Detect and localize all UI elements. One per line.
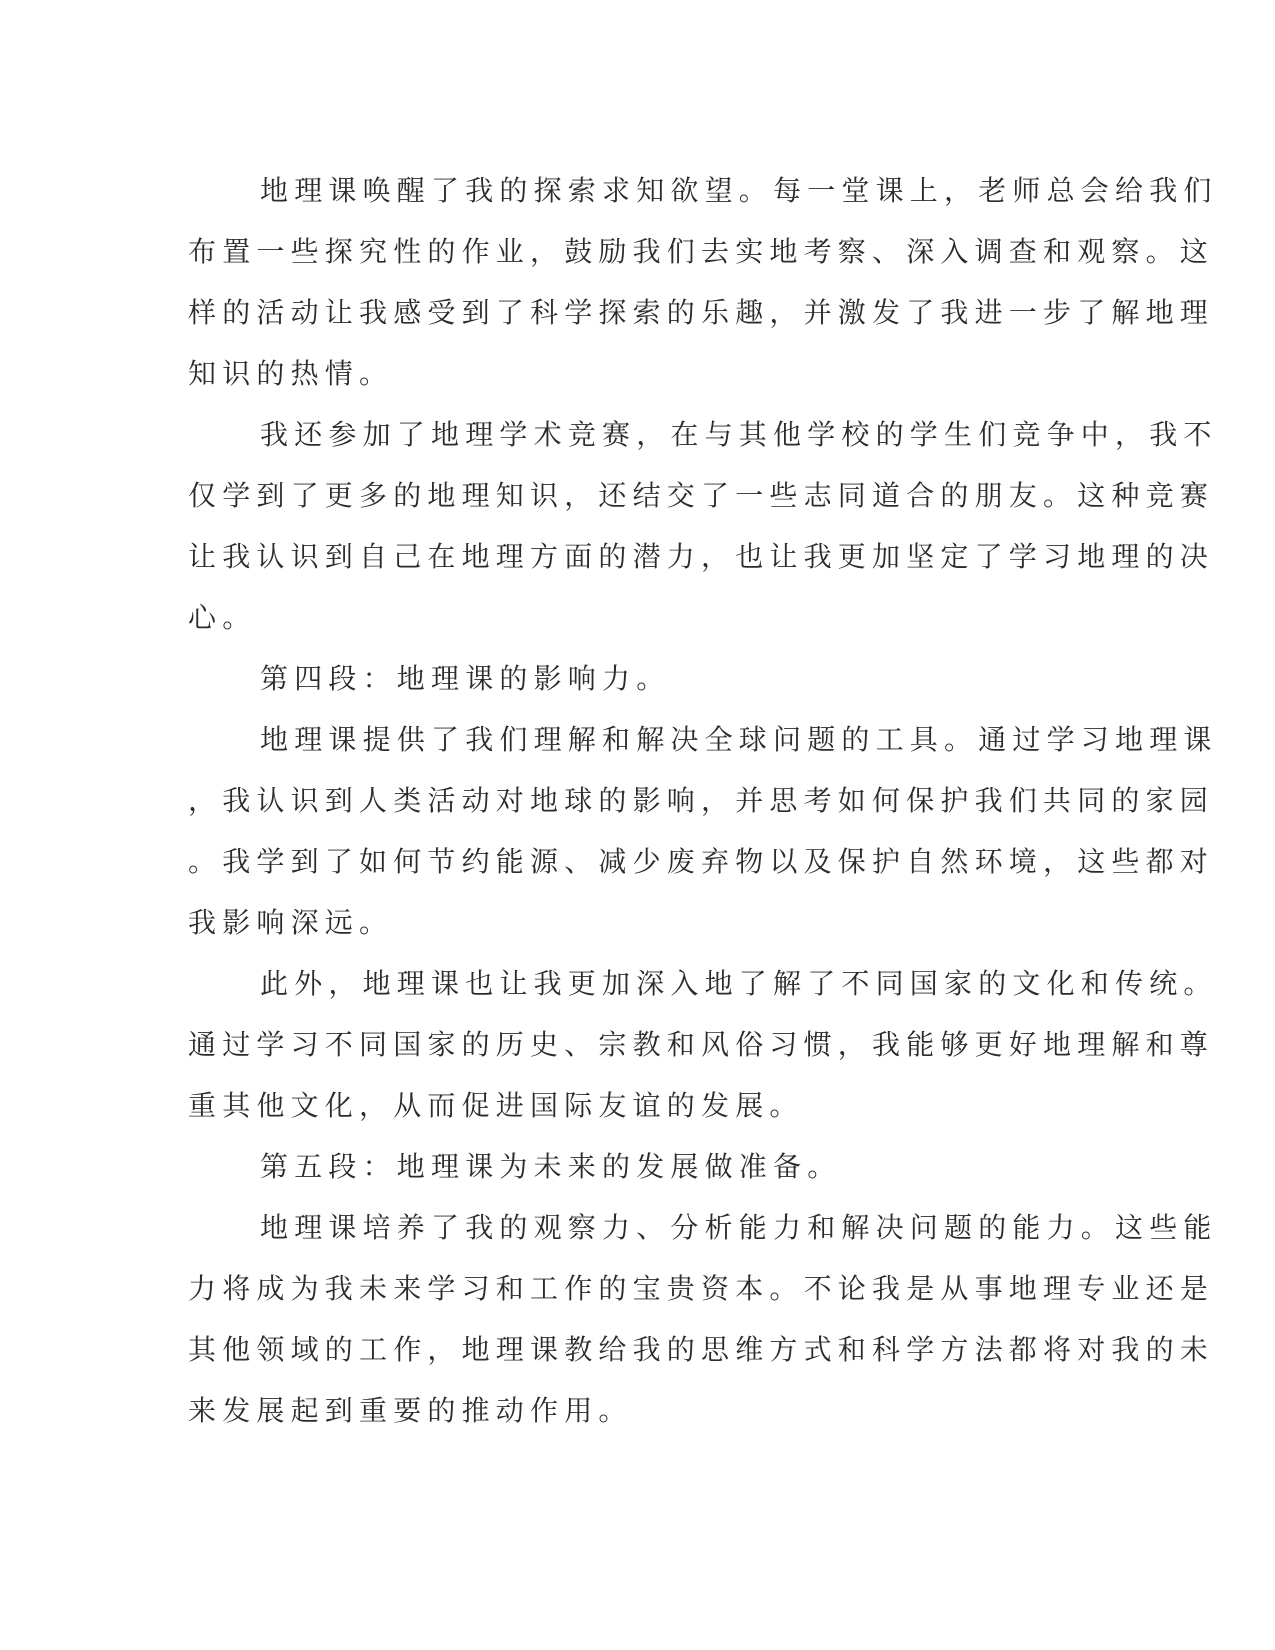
document-body <box>188 160 1238 1441</box>
paragraph-global-issues: 地理课提供了我们理解和解决全球问题的工具。通过学习地理课，我认识到人类活动对地球的影响，并思考如何保护我们共同的家园。我学到了如何节约能源、减少废弃物以及保护自然环境，这些都对我影响深远。 <box>188 723 1218 939</box>
paragraph-future: 地理课培养了我的观察力、分析能力和解决问题的能力。这些能力将成为我未来学习和工作的宝贵资本。不论我是从事地理专业还是其他领域的工作，地理课教给我的思维方式和科学方法都将对我的未来发展起到重要的推动作用。 <box>188 1211 1218 1427</box>
paragraph-exploration: 地理课唤醒了我的探索求知欲望。每一堂课上，老师总会给我们布置一些探究性的作业，鼓励我们去实地考察、深入调查和观察。这样的活动让我感受到了科学探索的乐趣，并激发了我进一步了解地理知识的热情。 <box>188 174 1218 390</box>
section-heading-5: 第五段：地理课为未来的发展做准备。 <box>260 1150 842 1183</box>
paragraph-culture: 此外，地理课也让我更加深入地了解了不同国家的文化和传统。通过学习不同国家的历史、宗教和风俗习惯，我能够更好地理解和尊重其他文化，从而促进国际友谊的发展。 <box>188 967 1218 1122</box>
paragraph-competition: 我还参加了地理学术竞赛，在与其他学校的学生们竞争中，我不仅学到了更多的地理知识，还结交了一些志同道合的朋友。这种竞赛让我认识到自己在地理方面的潜力，也让我更加坚定了学习地理的决心。 <box>188 418 1218 634</box>
section-heading-4: 第四段：地理课的影响力。 <box>260 662 671 695</box>
